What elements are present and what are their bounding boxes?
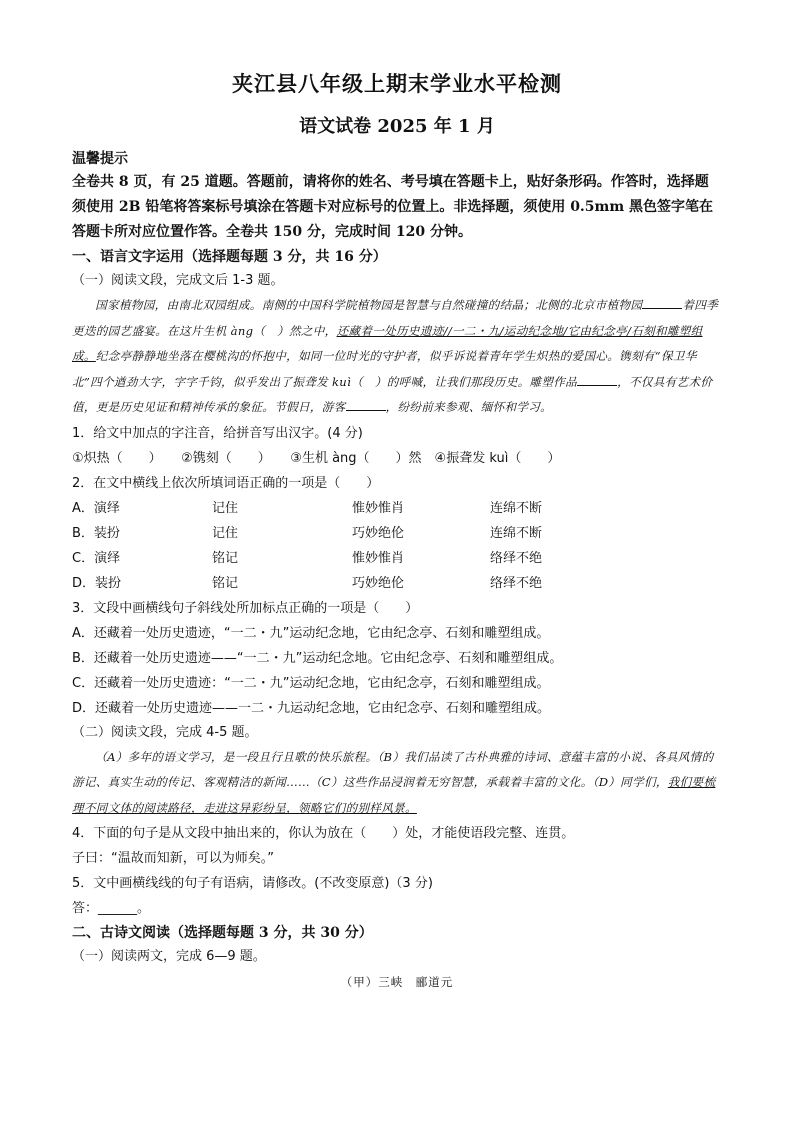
passage-2 [72,745,722,822]
q3-option-d[interactable]: D．还藏着一处历史遗迹——一二・九运动纪念地，它由纪念亭、石刻和雕塑组成。 [72,700,551,716]
q2-b-1: B．装扮 [72,525,120,541]
blank-2 [577,371,617,386]
q2-c-3: 惟妙惟肖 [352,550,405,566]
q2-a-1: A．演绎 [72,500,120,516]
passage-1-s5: ，不仅具有艺术价值，更是历史见证和精神传承的象征。节假日，游客 [72,374,713,414]
q2-c-1: C．演绎 [72,550,121,566]
q2-a-2: 记住 [212,500,239,516]
section1-part1: （一）阅读文段，完成文后 1-3 题。 [72,273,284,288]
section2-title: 二、古诗文阅读（选择题每题 3 分，共 30 分） [72,925,373,941]
q2-option-a[interactable] [72,496,722,521]
question-2: 2．在文中横线上依次所填词语正确的一项是（ ） [72,475,380,491]
q2-c-4: 络绎不绝 [490,550,543,566]
q2-b-3: 巧妙绝伦 [352,525,405,541]
q2-d-1: D．装扮 [72,575,122,591]
question-5-answer[interactable]: 答：______。 [72,901,151,916]
q2-d-2: 铭记 [212,575,239,591]
tips-heading: 温馨提示 [72,151,128,167]
passage-1-s6: ，纷纷前来参观、缅怀和学习。 [385,400,553,414]
section1-title: 一、语言文字运用（选择题每题 3 分，共 16 分） [72,249,387,265]
exam-title: 夹江县八年级上期末学业水平检测 [232,71,562,96]
passage-1 [72,293,722,421]
section1-part2: （二）阅读文段，完成 4-5 题。 [72,724,258,740]
passage-1-s4: 纪念亭静静地坐落在樱桃沟的怀抱中，如同一位时光的守护者，似乎诉说着青年学生炽热的爱国心。镌刻有“保卫华北”四个遒劲大字，字字千钧，似乎发出了振聋发 kuì（ ）的呼喊，让我们那段历史。雕塑作品 [72,349,697,389]
q3-option-c[interactable]: C．还藏着一处历史遗迹：“一二・九”运动纪念地，它由纪念亭，石刻和雕塑组成。 [72,675,550,691]
q2-b-4: 连绵不断 [490,525,543,541]
passage-1-s1: 国家植物园，由南北双园组成。南侧的中国科学院植物园是智慧与自然碰撞的结晶；北侧的北京市植物园 [95,298,643,312]
q2-d-4: 络绎不绝 [490,575,543,591]
q2-option-d[interactable] [72,571,722,596]
underlined-sentence: 还藏着一处历史遗迹//一二・九/运动纪念地/它由纪念亭/石刻和雕塑组成。 [72,323,703,363]
section2-part1: （一）阅读两文，完成 6—9 题。 [72,949,266,964]
q2-d-3: 巧妙绝伦 [352,575,405,591]
passage-2-s1: （A）多年的语文学习，是一段且行且歌的快乐旅程。（B）我们品读了古朴典雅的诗词、意蕴丰富的小说、各具风情的游记、真实生动的传记、客观精洁的新闻……（C）这些作品浸润着无穷智慧，承载着丰富的文化。（D）同学们， [72,749,714,789]
poem-title: （甲）三峡 郦道元 [340,975,454,989]
passage-2-underlined: 我们要梳理不同文体的阅读路径，走进这异彩纷呈，领略它们的别样风景。 [72,775,716,815]
question-4-quote: 子曰：“温故而知新，可以为师矣。” [72,851,274,866]
q2-a-4: 连绵不断 [490,500,543,516]
q3-option-b[interactable]: B．还藏着一处历史遗迹——“一二・九”运动纪念地。它由纪念亭、石刻和雕塑组成。 [72,650,563,666]
question-3: 3．文段中画横线句子斜线处所加标点正确的一项是（ ） [72,600,419,616]
question-4: 4．下面的句子是从文段中抽出来的，你认为放在（ ）处，才能使语段完整、连贯。 [72,826,575,841]
q2-option-c[interactable] [72,546,722,571]
q2-option-b[interactable] [72,521,722,546]
exam-subtitle: 语文试卷 2025 年 1 月 [299,116,495,137]
blank-1 [642,294,682,309]
q3-option-a[interactable]: A．还藏着一处历史遗迹，“一二・九”运动纪念地，它由纪念亭、石刻和雕塑组成。 [72,625,550,641]
q2-c-2: 铭记 [212,550,239,566]
blank-3 [346,396,386,411]
tips-text: 全卷共 8 页，有 25 道题。答题前，请将你的姓名、考号填在答题卡上，贴好条形码。作答时，选择题须使用 2B 铅笔将答案标号填涂在答题卡对应标号的位置上。非选择题，须使用 0.5mm 黑色签字笔在答题卡所对应位置作答。全卷共 150 分，完成时间 120 分钟。 [72,174,714,240]
q2-b-2: 记住 [212,525,239,541]
passage-1-s2: 着四季更迭的园艺盛宴。在这片生机 àng（ ）然之中， [72,298,718,338]
question-1-items: ①炽热（ ） ②镌刻（ ） ③生机 àng（ ）然 ④振聋发 kuì（ ） [72,450,561,466]
question-5: 5．文中画横线线的句子有语病，请修改。(不改变原意)（3 分) [72,876,433,891]
q2-a-3: 惟妙惟肖 [352,500,405,516]
question-1: 1．给文中加点的字注音，给拼音写出汉字。(4 分) [72,425,363,441]
